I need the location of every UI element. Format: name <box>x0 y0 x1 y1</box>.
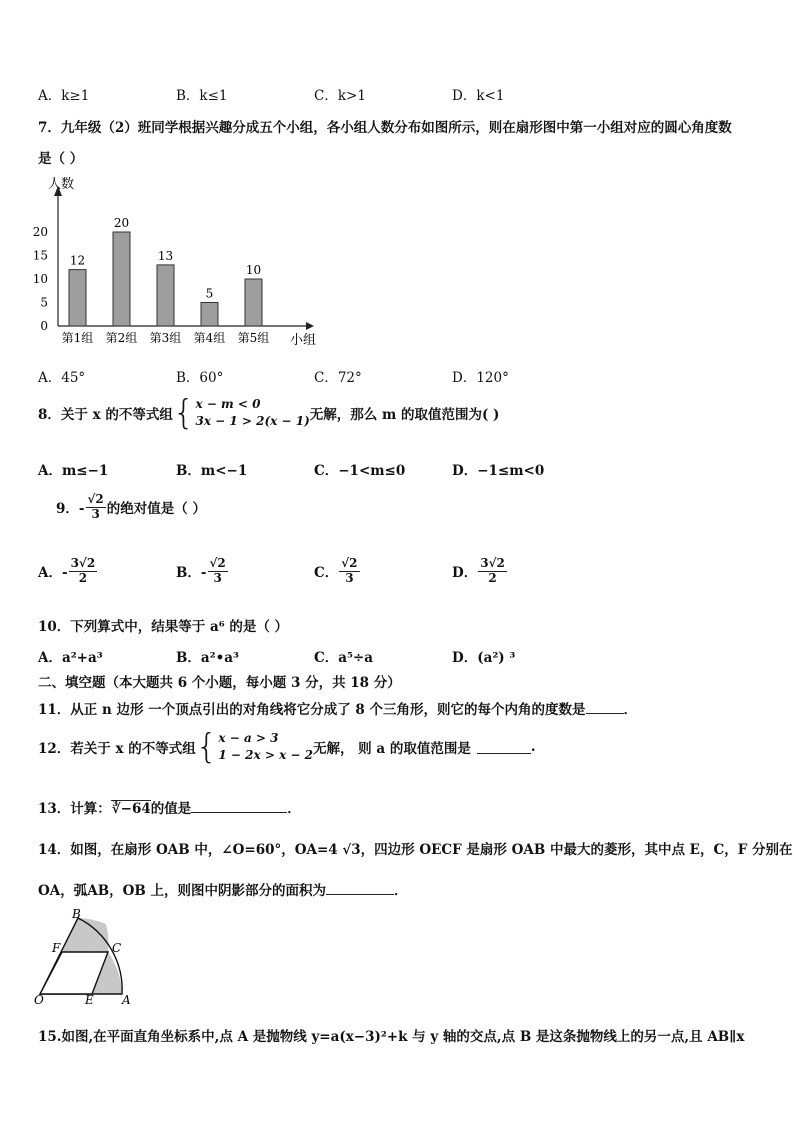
q9-option-b-den: 3 <box>213 570 222 585</box>
q7-option-c: C．72° <box>314 370 362 386</box>
q9-option-a-num: 3√2 <box>70 556 96 570</box>
q8-option-d: D．−1≤m<0 <box>452 463 545 479</box>
q9-denominator: 3 <box>91 506 100 521</box>
label-b: B <box>72 908 81 921</box>
q9-stem <box>56 493 206 522</box>
bar <box>201 303 218 327</box>
q7-option-b: B．60° <box>176 370 224 386</box>
answer-blank[interactable] <box>191 800 287 813</box>
q8-system-row2: 3x − 1 > 2(x − 1) <box>195 414 310 429</box>
x-tick-label: 第5组 <box>237 331 270 345</box>
y-tick-label: 15 <box>32 248 48 263</box>
q9-option-c-den: 3 <box>345 570 354 585</box>
bar-value-label: 13 <box>157 248 174 263</box>
bar <box>245 279 262 326</box>
label-a: A <box>122 993 131 1007</box>
y-axis-label: 人数 <box>48 177 75 192</box>
bar-value-label: 5 <box>205 286 214 301</box>
q8-system <box>172 393 310 434</box>
q9-option-a <box>38 557 98 586</box>
q9-fraction <box>86 493 106 522</box>
bar <box>69 270 86 326</box>
q10-option-d: D．(a²) ³ <box>452 650 516 666</box>
q9-option-b-num: √2 <box>209 556 226 570</box>
q13-prefix: 13．计算： <box>38 801 111 817</box>
label-e: E <box>85 993 94 1007</box>
q8-stem <box>38 393 500 434</box>
y-tick-label: 10 <box>32 272 48 286</box>
q9-option-c-label: C． <box>314 565 339 582</box>
q8-system-row1: x − m < 0 <box>195 397 261 411</box>
q10-option-a: A．a²+a³ <box>38 650 103 666</box>
q12-prefix: 12．若关于 x 的不等式组 <box>38 741 196 758</box>
q10-stem: 10．下列算式中，结果等于 a⁶ 的是（ ） <box>38 619 289 635</box>
brace-icon: { <box>172 393 195 434</box>
q6-option-b: B．k≤1 <box>176 88 228 104</box>
q6-option-c: C．k>1 <box>314 88 366 104</box>
q14-line2-text: OA，弧AB，OB 上，则图中阴影部分的面积为 <box>38 883 326 899</box>
q9-option-d <box>452 557 508 586</box>
y-tick-label: 20 <box>32 225 48 239</box>
q14-sector-figure <box>34 908 138 1008</box>
q14-line2: OA，弧AB，OB 上，则图中阴影部分的面积为 ． <box>38 883 408 899</box>
y-tick-label: 0 <box>40 319 48 333</box>
q9-option-d-label: D． <box>452 565 478 582</box>
q8-option-a: A．m≤−1 <box>38 463 109 479</box>
x-tick-label: 第3组 <box>149 331 182 345</box>
x-tick-label: 第2组 <box>105 331 138 345</box>
q11-stem: 11．从正 n 边形 一个顶点引出的对角线将它分成了 8 个三角形，则它的每个内角的度数是 ． <box>38 702 637 718</box>
q13-radical: ∛−64 <box>111 801 151 817</box>
q9-suffix: 的绝对值是（ ） <box>106 501 206 518</box>
q9-option-a-label: A．- <box>38 565 68 582</box>
q6-option-a: A．k≥1 <box>38 88 90 104</box>
x-tick-label: 第4组 <box>193 331 226 345</box>
q12-suffix: 无解， 则 a 的取值范围是 <box>312 741 471 758</box>
q12-system-row2: 1 − 2x > x − 2 <box>218 748 313 763</box>
q10-option-b: B．a²•a³ <box>176 650 239 666</box>
label-f: F <box>52 941 61 955</box>
q12-system-row1: x − a > 3 <box>218 731 279 745</box>
q8-option-b: B．m<−1 <box>176 463 248 479</box>
q9-prefix: 9．- <box>56 501 85 518</box>
q7-option-a: A．45° <box>38 370 86 386</box>
label-c: C <box>112 941 122 955</box>
answer-blank[interactable] <box>326 882 394 895</box>
answer-blank[interactable] <box>586 701 624 714</box>
q9-option-d-den: 2 <box>488 570 497 585</box>
bar-value-label: 12 <box>69 253 86 268</box>
x-axis-label: 小组 <box>290 333 317 348</box>
q7-bar-chart <box>28 172 328 352</box>
q9-option-d-num: 3√2 <box>480 556 505 570</box>
q9-option-a-den: 2 <box>78 570 88 585</box>
bar-value-label: 20 <box>113 216 130 230</box>
q9-option-c <box>314 557 361 586</box>
q9-option-b-label: B．- <box>176 565 207 582</box>
q15-stem: 15.如图,在平面直角坐标系中,点 A 是抛物线 y=a(x−3)²+k 与 y 轴的交点,点 B 是这条抛物线上的另一点,且 AB∥x <box>38 1029 745 1045</box>
bar-value-label: 10 <box>245 263 262 277</box>
q6-option-d: D．k<1 <box>452 88 505 104</box>
q7-stem-line2: 是（ ） <box>38 151 84 167</box>
section-2-heading: 二、填空题（本大题共 6 个小题，每小题 3 分，共 18 分） <box>38 675 401 691</box>
bar <box>113 232 130 326</box>
q12-stem: 12．若关于 x 的不等式组 { x − a > 3 1 − 2x > x − 2 无解， 则 a 的取值范围是 . <box>38 727 536 768</box>
q8-prefix: 8．关于 x 的不等式组 <box>38 407 173 424</box>
y-tick-label: 5 <box>40 295 48 310</box>
q9-option-c-num: √2 <box>341 556 358 570</box>
q10-option-c: C．a⁵÷a <box>314 650 373 666</box>
q9-numerator: √2 <box>87 492 104 506</box>
brace-icon: { <box>195 727 218 768</box>
x-tick-label: 第1组 <box>61 331 94 345</box>
q7-stem-line1: 7．九年级（2）班同学根据兴趣分成五个小组，各小组人数分布如图所示，则在扇形图中第一小组对应的圆心角度数 <box>38 120 732 136</box>
q11-text: 11．从正 n 边形 一个顶点引出的对角线将它分成了 8 个三角形，则它的每个内角的度数是 <box>38 702 586 718</box>
q7-option-d: D．120° <box>452 370 509 386</box>
x-axis-arrow <box>306 322 314 330</box>
bar <box>157 265 174 326</box>
q9-option-b <box>176 557 229 586</box>
q8-option-c: C．−1<m≤0 <box>314 463 406 479</box>
answer-blank[interactable] <box>477 741 531 754</box>
q12-system <box>195 727 313 768</box>
q13-stem: 13．计算：∛−64的值是 ． <box>38 801 301 817</box>
q8-suffix: 无解，那么 m 的取值范围为( ) <box>309 407 500 424</box>
label-o: O <box>34 993 44 1007</box>
q14-line1: 14．如图，在扇形 OAB 中，∠O=60°，OA=4 √3，四边形 OECF 是扇形 OAB 中最大的菱形，其中点 E，C，F 分别在 <box>38 842 793 858</box>
q13-suffix: 的值是 <box>150 801 192 817</box>
